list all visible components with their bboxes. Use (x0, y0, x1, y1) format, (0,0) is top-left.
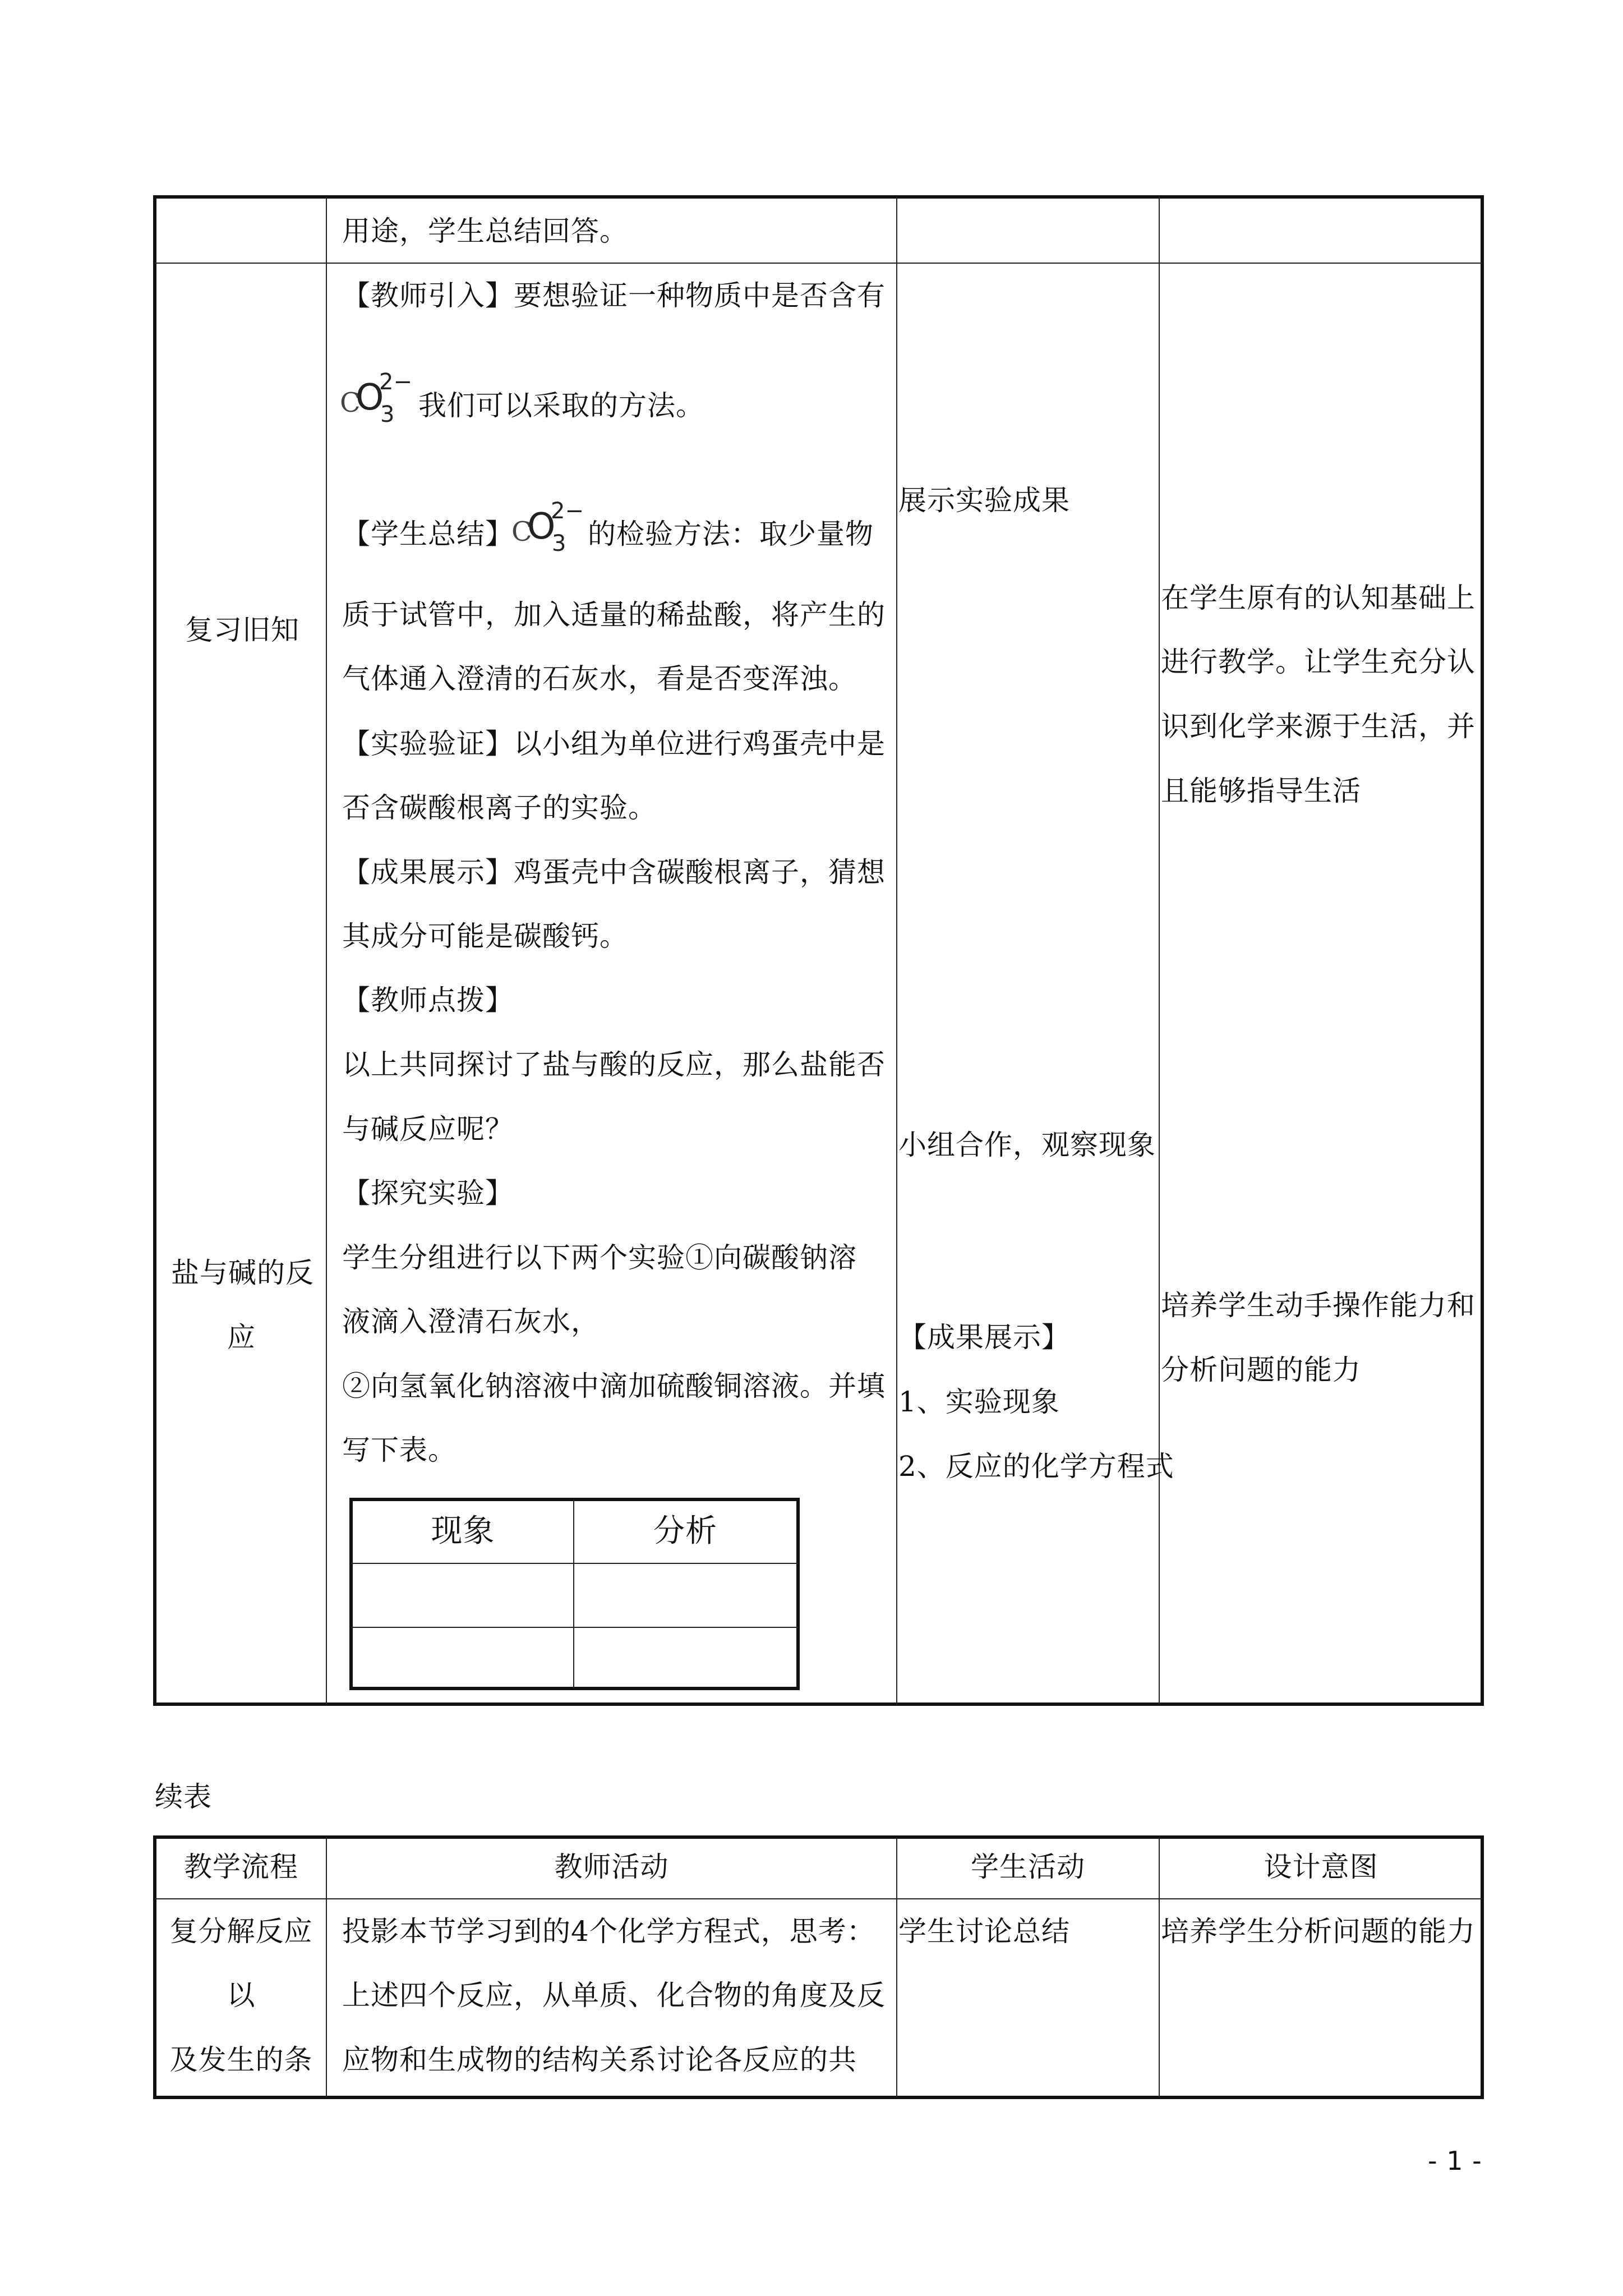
carbonate-ion-formula-2: C O 2− 3 (511, 498, 584, 556)
t2-header-teacher: 教师活动 (554, 1851, 669, 1883)
row0-teacher-text: 用途，学生总结回答。 (342, 215, 628, 247)
carbonate-ion-formula-1: C O 2− 3 (340, 369, 412, 427)
explore-line3: ②向氢氧化钠溶液中滴加硫酸铜溶液。并填 (342, 1370, 886, 1402)
t2-teacher-line3: 应物和生成物的结构关系讨论各反应的共 (342, 2044, 857, 2076)
salt-intent-line2: 分析问题的能力 (1161, 1354, 1361, 1386)
t2-flow-line3: 及发生的条 (169, 2044, 313, 2076)
student-summary-label: 【学生总结】 (342, 518, 514, 550)
review-intent-line3: 识到化学来源于生活，并 (1161, 710, 1476, 743)
t2-student-text: 学生讨论总结 (898, 1915, 1070, 1948)
t2-header-divider (155, 1898, 1482, 1899)
teacher-guide-line2: 与碱反应呢？ (342, 1113, 514, 1145)
observation-table-row1 (351, 1563, 798, 1564)
col-divider-2 (896, 197, 897, 1705)
student-summary-line1: 的检验方法：取少量物 (588, 518, 874, 550)
result-line1: 【成果展示】鸡蛋壳中含碳酸根离子，猜想 (342, 856, 886, 889)
t2-teacher-line2: 上述四个反应，从单质、化合物的角度及反 (342, 1979, 886, 2012)
salt-student-line1: 小组合作，观察现象 (898, 1129, 1156, 1161)
salt-student-line4: 2、反应的化学方程式 (898, 1450, 1174, 1483)
t2-intent-text: 培养学生分析问题的能力 (1161, 1915, 1476, 1948)
col-divider-1 (326, 197, 327, 1705)
observation-header-phenomenon: 现象 (431, 1513, 495, 1549)
student-summary-line3: 气体通入澄清的石灰水，看是否变浑浊。 (342, 662, 857, 695)
t2-flow-line2: 以 (227, 1979, 256, 2012)
t2-header-flow: 教学流程 (184, 1851, 298, 1883)
explore-line2: 液滴入澄清石灰水， (342, 1305, 600, 1338)
salt-student-line3: 1、实验现象 (898, 1386, 1060, 1418)
t2-header-student: 学生活动 (971, 1851, 1085, 1883)
review-intent-line1: 在学生原有的认知基础上 (1161, 582, 1476, 614)
experiment-line2: 否含碳酸根离子的实验。 (342, 792, 657, 824)
explore-line4: 写下表。 (342, 1434, 457, 1466)
explore-heading: 【探究实验】 (342, 1177, 514, 1209)
row-divider-1 (155, 263, 1482, 264)
teacher-intro-line2: 我们可以采取的方法。 (418, 389, 704, 422)
observation-table-row2 (351, 1627, 798, 1628)
continued-label: 续表 (155, 1780, 212, 1813)
teacher-guide-line1: 以上共同探讨了盐与酸的反应，那么盐能否 (342, 1048, 886, 1081)
explore-line1: 学生分组进行以下两个实验①向碳酸钠溶 (342, 1241, 857, 1274)
t2-header-intent: 设计意图 (1264, 1851, 1378, 1883)
student-summary-line2: 质于试管中，加入适量的稀盐酸，将产生的 (342, 599, 886, 631)
salt-intent-line1: 培养学生动手操作能力和 (1161, 1289, 1476, 1322)
t2-flow-line1: 复分解反应 (169, 1915, 313, 1948)
review-intent-line2: 进行教学。让学生充分认 (1161, 646, 1476, 678)
review-student-activity: 展示实验成果 (898, 484, 1070, 517)
salt-base-label-line2: 应 (227, 1321, 256, 1354)
experiment-line1: 【实验验证】以小组为单位进行鸡蛋壳中是 (342, 728, 886, 760)
observation-header-analysis: 分析 (653, 1513, 717, 1549)
page-number: - 1 - (1428, 2146, 1482, 2176)
salt-student-line2: 【成果展示】 (898, 1321, 1070, 1354)
review-label: 复习旧知 (185, 614, 299, 646)
salt-base-label-line1: 盐与碱的反 (171, 1257, 314, 1289)
review-intent-line4: 且能够指导生活 (1161, 775, 1361, 807)
teacher-guide-heading: 【教师点拨】 (342, 984, 514, 1016)
t2-teacher-line1: 投影本节学习到的4个化学方程式，思考： (342, 1915, 875, 1948)
teacher-intro-line1: 【教师引入】要想验证一种物质中是否含有 (342, 279, 886, 312)
result-line2: 其成分可能是碳酸钙。 (342, 920, 628, 953)
